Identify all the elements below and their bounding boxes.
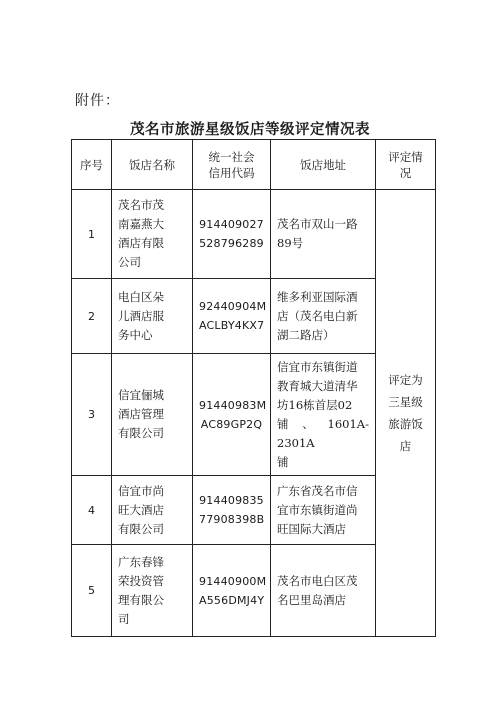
table-row: [72, 190, 436, 279]
header-row: [72, 140, 436, 190]
table-title: 茂名市旅游星级饭店等级评定情况表: [130, 122, 370, 138]
row-code: 91440983M AC89GP2Q: [193, 354, 271, 476]
header-result: 评定情 况: [376, 140, 436, 190]
row-code: 914409027 528796289: [193, 190, 271, 279]
row-code: 92440904M ACLBY4KX7: [193, 279, 271, 354]
row-seq: 3: [72, 354, 112, 476]
row-seq: 4: [72, 476, 112, 545]
row-name: 信宜俪城 酒店管理 有限公司: [112, 354, 193, 476]
header-name: 饭店名称: [112, 140, 193, 190]
row-address: 维多利亚国际酒 店（茂名电白新 湖二路店）: [271, 279, 376, 354]
row-address: 广东省茂名市信 宜市东镇街道尚 旺国际大酒店: [271, 476, 376, 545]
header-address: 饭店地址: [271, 140, 376, 190]
row-seq: 1: [72, 190, 112, 279]
row-name: 电白区朵 儿酒店服 务中心: [112, 279, 193, 354]
row-address: 茂名市电白区茂 名巴里岛酒店: [271, 545, 376, 637]
row-seq: 5: [72, 545, 112, 637]
row-name: 广东春锋 荣投资管 理有限公 司: [112, 545, 193, 637]
row-name: 茂名市茂 南嘉燕大 酒店有限 公司: [112, 190, 193, 279]
row-code: 91440900M A556DMJ4Y: [193, 545, 271, 637]
header-code: 统一社会 信用代码: [193, 140, 271, 190]
rating-table: [71, 139, 436, 637]
attachment-label: 附件：: [75, 93, 120, 109]
header-seq: 序号: [72, 140, 112, 190]
row-seq: 2: [72, 279, 112, 354]
row-name: 信宜市尚 旺大酒店 有限公司: [112, 476, 193, 545]
row-address: 茂名市双山一路 89号: [271, 190, 376, 279]
row-address: 信宜市东镇街道 教育城大道清华 坊16栋首层02 铺、1601A-2301A 铺: [271, 354, 376, 476]
result-cell: 评定为 三星级 旅游饭 店: [376, 190, 436, 637]
row-code: 914409835 77908398B: [193, 476, 271, 545]
